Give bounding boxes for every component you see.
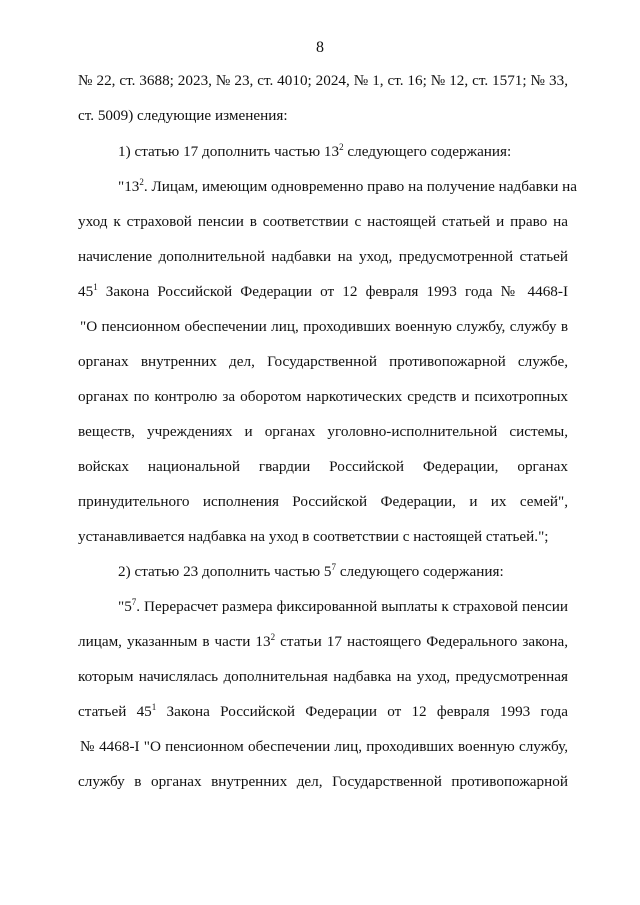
text-line: органах по контролю за оборотом наркотических средств и психотропных [78, 388, 568, 405]
text-line: "$5^7$. Перерасчет размера фиксированной выплаты к страховой пенсии [118, 597, 568, 615]
text-line: "$13^2$. Лицам, имеющим одновременно право на получение надбавки на [118, 177, 578, 195]
text-line: $45^1$ Закона Российской Федерации от 12 февраля 1993 года № 4468-I [78, 282, 568, 300]
text-line: 2) статью 23 дополнить частью $5^7$ следующего содержания: [118, 562, 504, 580]
text-line: принудительного исполнения Российской Федерации, и их семей", [78, 493, 568, 510]
text-line: устанавливается надбавка на уход в соответствии с настоящей статьей."; [78, 528, 549, 545]
text-line: уход к страховой пенсии в соответствии с настоящей статьей и право на [78, 213, 568, 230]
page-number: 8 [316, 39, 324, 56]
text-line: статьей $45^1$ Закона Российской Федерации от 12 февраля 1993 года [78, 702, 568, 720]
text-line: войсках национальной гвардии Российской Федерации, органах [78, 458, 568, 475]
text-line: "О пенсионном обеспечении лиц, проходивших военную службу, службу в [80, 318, 568, 335]
text-line: № 22, ст. 3688; 2023, № 23, ст. 4010; 2024, № 1, ст. 16; № 12, ст. 1571; № 33, [78, 72, 568, 89]
text-line: органах внутренних дел, Государственной противопожарной службе, [78, 353, 568, 370]
text-line: службу в органах внутренних дел, Государственной противопожарной [78, 773, 568, 790]
text-line: ст. 5009) следующие изменения: [78, 107, 288, 124]
text-line: которым начислялась дополнительная надбавка на уход, предусмотренная [78, 668, 568, 685]
text-line: начисление дополнительной надбавки на уход, предусмотренной статьей [78, 248, 568, 265]
text-line: лицам, указанным в части $13^2$ статьи 17 настоящего Федерального закона, [78, 632, 568, 650]
text-line: № 4468-I "О пенсионном обеспечении лиц, проходивших военную службу, [80, 738, 568, 755]
text-line: веществ, учреждениях и органах уголовно-исполнительной системы, [78, 423, 568, 440]
text-line: 1) статью 17 дополнить частью $13^2$ следующего содержания: [118, 142, 512, 160]
